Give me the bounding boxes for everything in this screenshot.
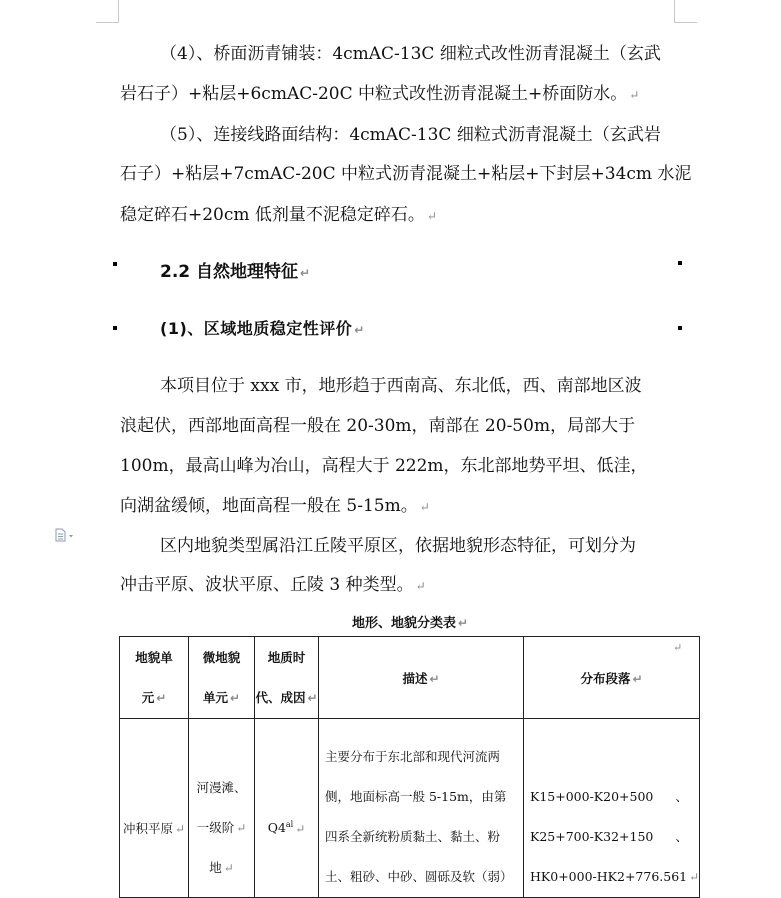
cell-text: 主要分布于东北部和现代河流两 [325,749,501,764]
heading-bullet-marker [678,261,682,265]
table-row [120,719,700,898]
text-line: 冲击平原、波状平原、丘陵 3 种类型。 ↵ [120,575,426,595]
section-heading: 2.2 自然地理特征 ↵ [160,262,311,282]
cell-text: 四系全新统粉质黏土、黏土、粉 [325,829,501,844]
cell-mark: ↵ [307,690,318,705]
text-line: 向湖盆缓倾，地面高程一般在 5-15m。 ↵ [120,496,430,516]
header-description: 描述 ↵ [319,637,524,719]
text-line: 本项目位于 xxx 市，地形趋于西南高、东北低，西、南部地区波 [160,376,642,396]
text-line: 稳定碎石+20cm 低剂量不泥稳定碎石。 ↵ [120,205,437,225]
page-corner-mark-left [96,0,119,23]
text-line: （4）、桥面沥青铺装：4cmAC-13C 细粒式改性沥青混凝土（玄武 [160,44,661,64]
header-text: 地貌单 [135,649,173,665]
heading-bullet-marker [678,326,682,330]
cell-text: K15+000-K20+500 、 [530,789,688,804]
text-line: 100m，最高山峰为冶山，高程大于 222m，东北部地势平坦、低洼， [120,456,648,476]
cell-text: 土、粗砂、中砂、圆砾及软（弱） [325,869,513,884]
cell-mark: ↵ [156,690,167,705]
heading-bullet-marker [113,326,117,330]
paragraph-mark: ↵ [426,209,437,223]
cell-text: 地 ↵ [209,860,234,875]
header-micro-landform [189,637,255,719]
header-text: 地质时 [267,649,306,665]
page-corner-mark-right [674,0,697,23]
paragraph-mark: ↵ [419,500,430,514]
cell-mark: ↵ [236,821,247,835]
table-header-row [120,637,700,719]
heading-bullet-marker [113,262,117,266]
cell-text: 一级阶 ↵ [196,820,247,835]
cell-mark: ↵ [229,690,241,705]
cell-mark: ↵ [223,861,234,875]
cell-landform-unit: 冲积平原 ↵ [120,719,189,898]
document-options-icon-glyph [55,528,75,542]
cell-text: HK0+000-HK2+776.561 ↵ [530,869,700,884]
cell-description [319,719,524,898]
separator: 、 [675,789,688,804]
paragraph-mark: ↵ [300,266,311,280]
cell-mark: ↵ [429,671,440,686]
header-text: 单元 ↵ [202,689,241,705]
cell-micro-landform [189,719,255,898]
paragraph-mark: ↵ [629,88,640,102]
text-line: 石子）+粘层+7cmAC-20C 中粒式沥青混凝土+粘层+下封层+34cm 水泥 [120,164,692,184]
cell-text: 河漫滩、 [196,780,247,795]
header-text: 微地貌 [202,649,241,665]
cell-text: K25+700-K32+150 、 [530,829,688,844]
table-caption: 地形、地貌分类表 ↵ [352,616,469,631]
paragraph-mark: ↵ [458,616,469,630]
separator: 、 [675,829,688,844]
cell-mark: ↵ [689,870,700,884]
cell-text: 侧，地面标高一般 5-15m，由第 [325,789,507,804]
header-distribution: 分布段落 ↵ [524,637,700,719]
text-line: 浪起伏，西部地面高程一般在 20-30m，南部在 20-50m，局部大于 [120,416,636,436]
cell-geologic-age: $Q4^{al}$ ↵ [255,719,319,898]
paragraph-mark: ↵ [354,323,365,337]
subsection-heading: (1)、区域地质稳定性评价 ↵ [160,319,365,338]
row-end-mark: ↵ [673,641,683,654]
text-line: （5）、连接线路面结构：4cmAC-13C 细粒式沥青混凝土（玄武岩 [160,125,661,145]
cell-mark: ↵ [632,671,643,686]
text-line: 区内地貌类型属沿江丘陵平原区，依据地貌形态特征，可划分为 [160,536,636,556]
text-line: 岩石子）+粘层+6cmAC-20C 中粒式改性沥青混凝土+桥面防水。 ↵ [120,84,640,104]
cell-mark: ↵ [174,822,186,836]
header-text: 元 ↵ [141,689,167,705]
age-superscript: al [285,820,294,830]
header-landform-unit [120,637,189,719]
document-options-icon[interactable] [55,528,75,545]
landform-classification-table [119,636,700,898]
paragraph-mark: ↵ [415,579,426,593]
cell-distribution [524,719,700,898]
header-text: 代、成因 ↵ [255,689,318,705]
header-geologic-age [255,637,319,719]
cell-mark: ↵ [295,821,306,836]
